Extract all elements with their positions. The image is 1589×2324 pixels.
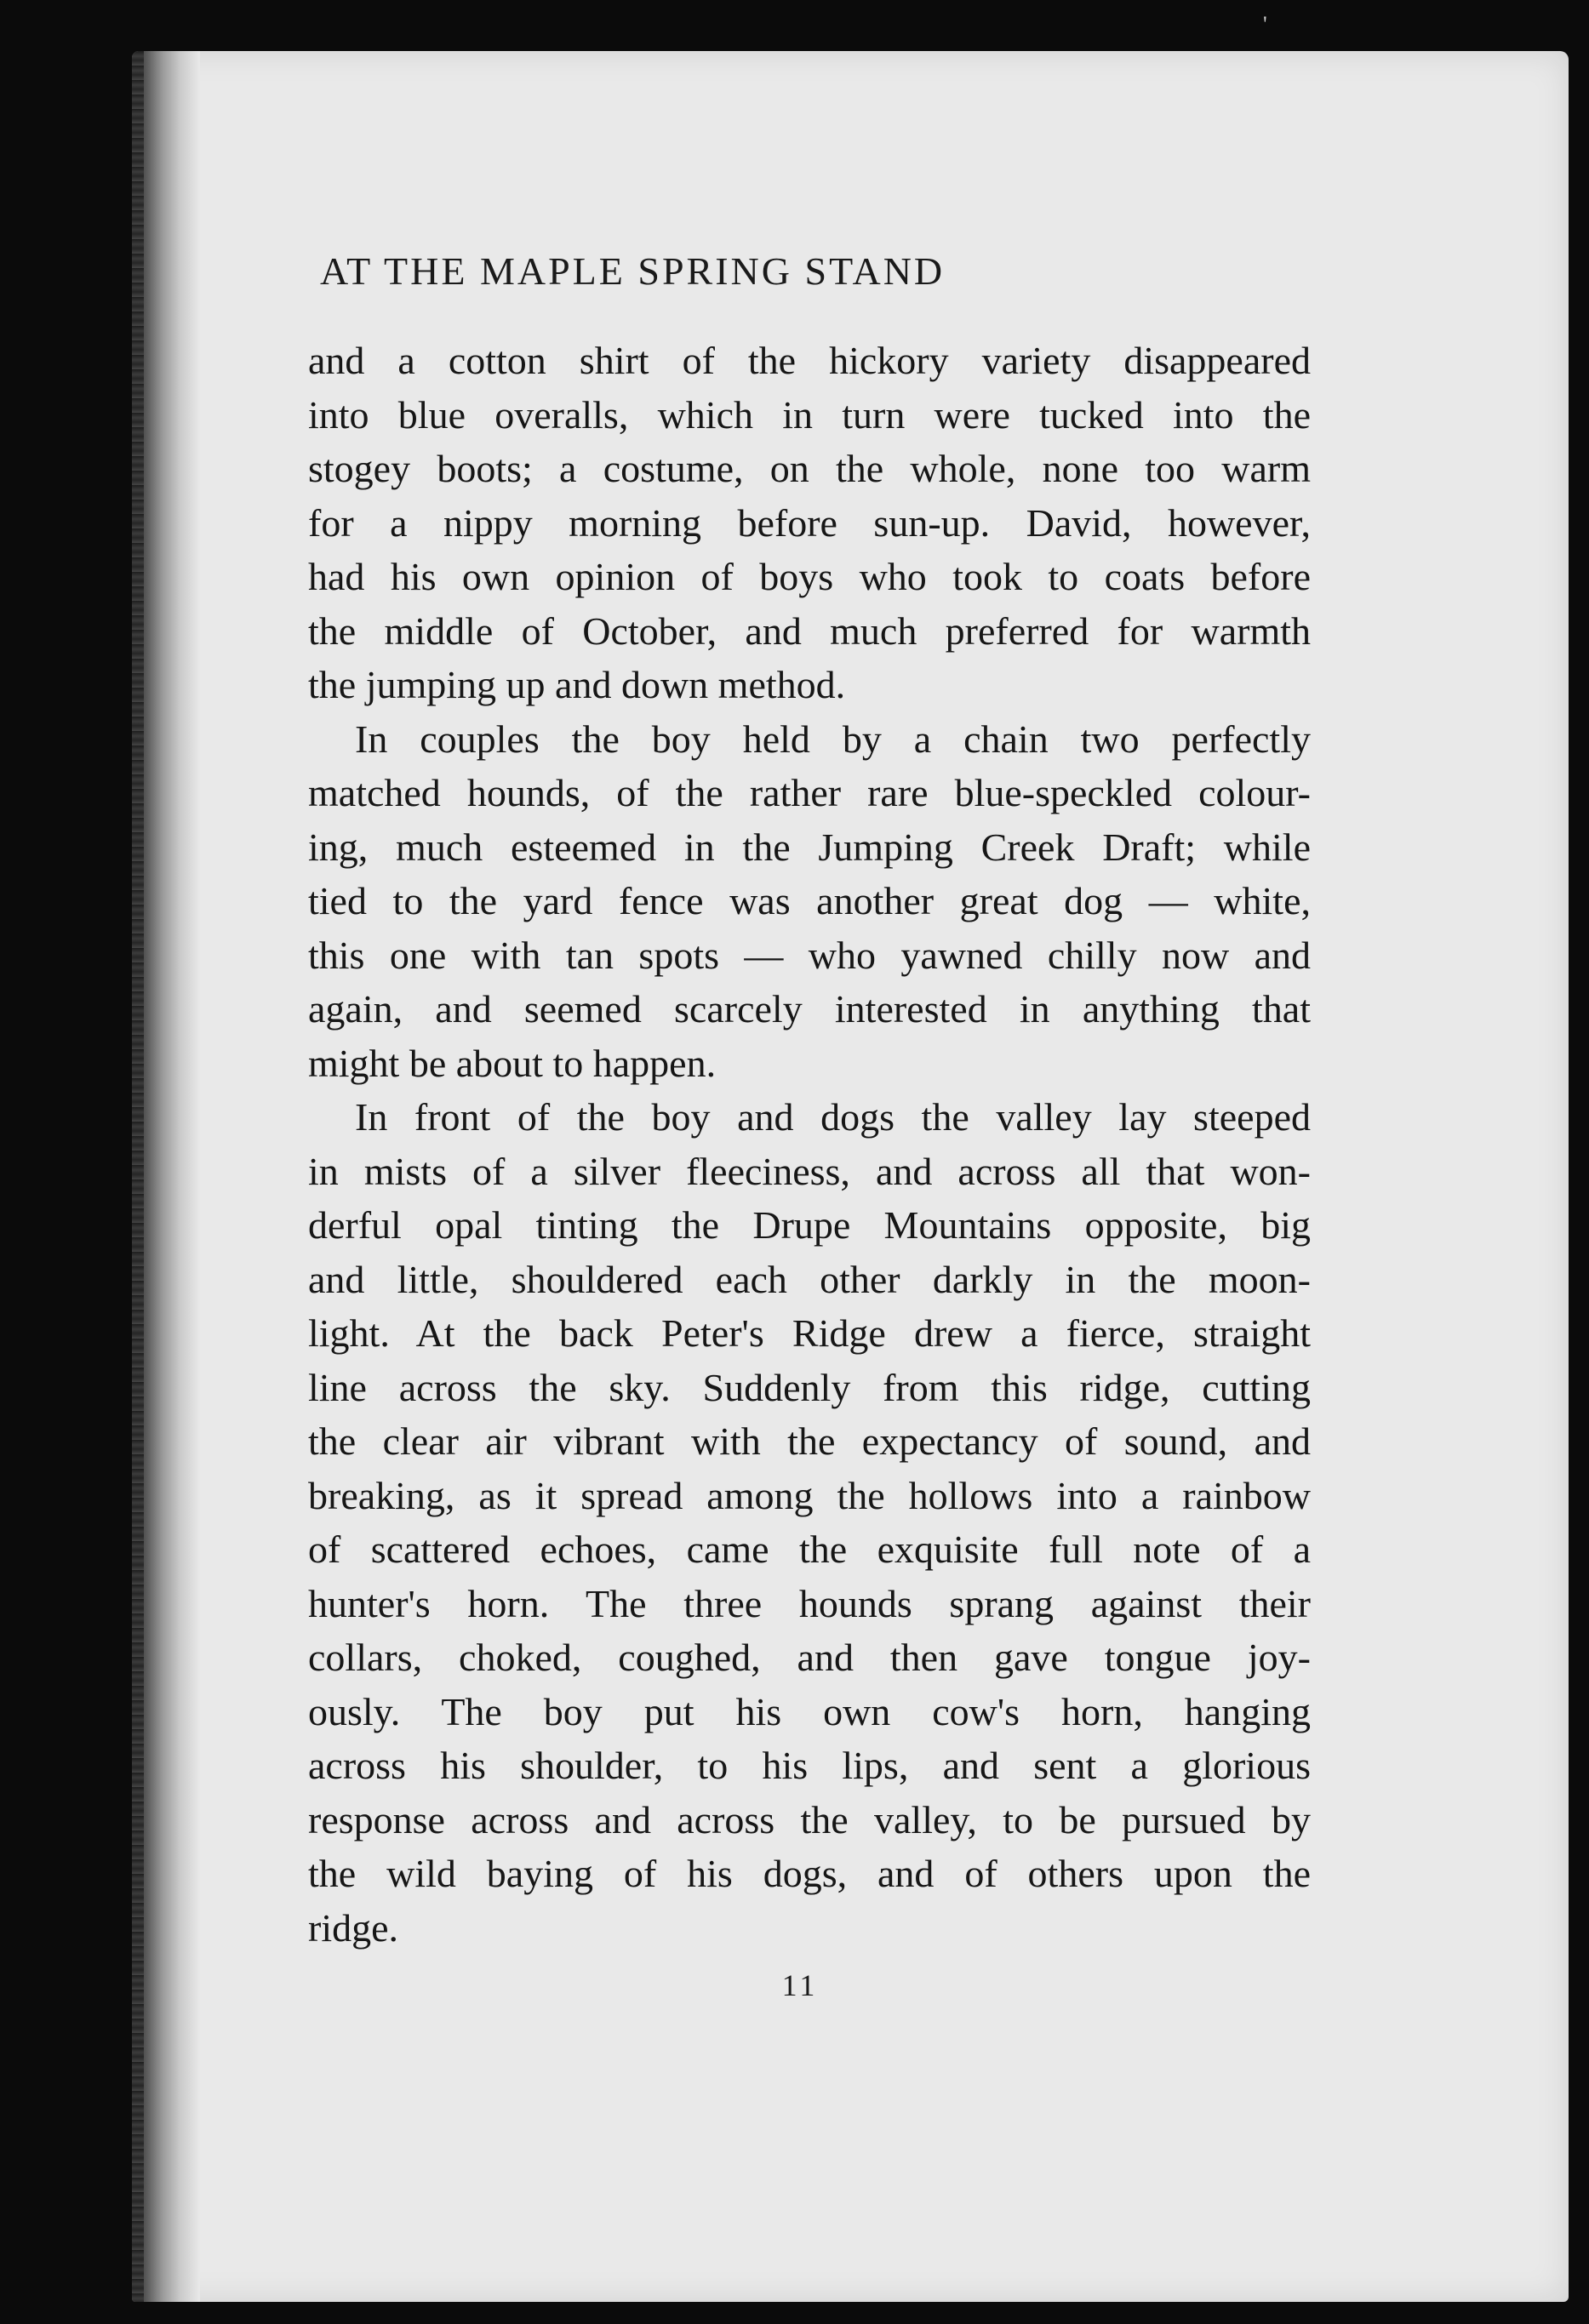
page-gutter <box>132 51 200 2302</box>
text-line: of scattered echoes, came the exquisite full note of a <box>308 1527 1311 1571</box>
paragraph <box>308 334 1311 712</box>
text-line: light. At the back Peter's Ridge drew a fierce, straight <box>308 1311 1311 1355</box>
text-line: and a cotton shirt of the hickory variety disappeared <box>308 339 1311 382</box>
text-line: the clear air vibrant with the expectancy of sound, and <box>308 1419 1311 1463</box>
running-head: AT THE MAPLE SPRING STAND <box>320 249 946 293</box>
text-line: response across and across the valley, to be pursued by <box>308 1797 1311 1841</box>
text-line: hunter's horn. The three hounds sprang against their <box>308 1581 1311 1625</box>
text-line: ously. The boy put his own cow's horn, hanging <box>308 1689 1311 1733</box>
text-line: derful opal tinting the Drupe Mountains opposite, big <box>308 1203 1311 1247</box>
text-line: for a nippy morning before sun-up. David, however, <box>308 500 1311 545</box>
text-line: the jumping up and down method. <box>308 663 846 706</box>
text-line: collars, choked, coughed, and then gave tongue joy- <box>308 1636 1311 1679</box>
text-line: had his own opinion of boys who took to coats before <box>308 555 1311 598</box>
text-line: In couples the boy held by a chain two perfectly <box>355 717 1311 761</box>
text-line: across his shoulder, to his lips, and sent a glorious <box>308 1744 1311 1787</box>
text-line: and little, shouldered each other darkly in the moon- <box>308 1257 1311 1301</box>
text-line: again, and seemed scarcely interested in anything that <box>308 987 1311 1031</box>
text-line: matched hounds, of the rather rare blue-speckled colour- <box>308 771 1311 814</box>
text-line: this one with tan spots — who yawned chilly now and <box>308 933 1311 977</box>
text-line: in mists of a silver fleeciness, and across all that won- <box>308 1149 1311 1193</box>
text-line: the middle of October, and much preferred for warmth <box>308 608 1311 653</box>
text-line: into blue overalls, which in turn were tucked into the <box>308 392 1311 437</box>
text-line: ridge. <box>308 1905 399 1950</box>
text-line: might be about to happen. <box>308 1041 717 1085</box>
binding-edge <box>132 51 144 2302</box>
scan-speck: ' <box>1263 12 1267 37</box>
paragraph <box>308 1090 1311 1955</box>
text-line: stogey boots; a costume, on the whole, none too warm <box>308 447 1311 490</box>
paragraph <box>308 712 1311 1091</box>
body-text <box>308 334 1311 1955</box>
page-number: 11 <box>781 1968 819 2002</box>
text-line: tied to the yard fence was another great dog — white, <box>308 879 1311 922</box>
text-line: the wild baying of his dogs, and of others upon the <box>308 1852 1311 1895</box>
text-line: line across the sky. Suddenly from this ridge, cutting <box>308 1365 1311 1409</box>
text-line: breaking, as it spread among the hollows into a rainbow <box>308 1473 1311 1517</box>
text-line: ing, much esteemed in the Jumping Creek Draft; while <box>308 825 1311 869</box>
text-line: In front of the boy and dogs the valley lay steeped <box>355 1095 1311 1139</box>
